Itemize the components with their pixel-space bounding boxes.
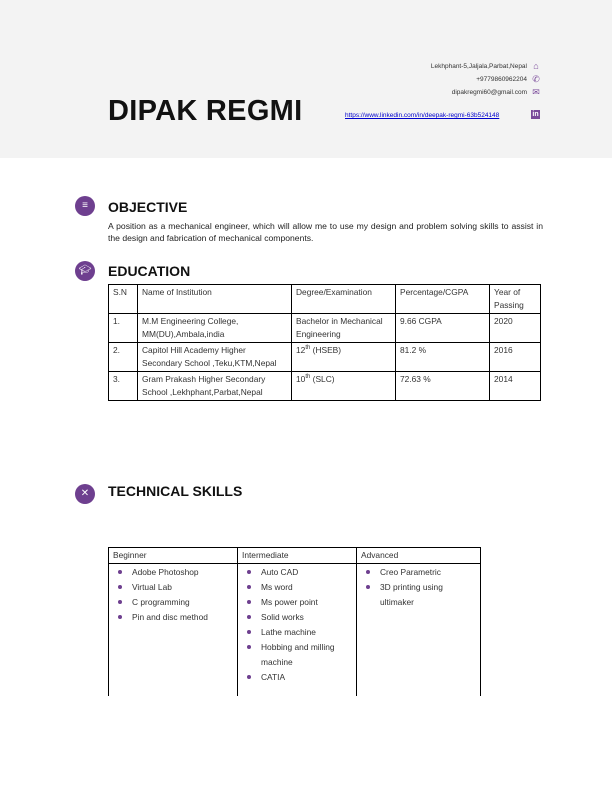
header-cell: Degree/Examination <box>292 285 396 314</box>
phone-icon: ✆ <box>532 74 540 84</box>
table-header-row <box>109 285 541 314</box>
intermediate-cell <box>238 564 357 696</box>
objective-title: OBJECTIVE <box>108 199 188 215</box>
skill-list <box>361 565 476 610</box>
institution-cell: Gram Prakash Higher Secondary School ,Lekhphant,Parbat,Nepal <box>138 372 292 401</box>
candidate-name: DIPAK REGMI <box>108 95 303 127</box>
institution-cell: Capitol Hill Academy Higher Secondary School ,Teku,KTM,Nepal <box>138 343 292 372</box>
table-row <box>109 343 541 372</box>
year-cell: 2016 <box>490 343 541 372</box>
year-cell: 2020 <box>490 314 541 343</box>
objective-text: A position as a mechanical engineer, which will allow me to use my design and problem solving skills to assist in the design and fabrication of mechanical components. <box>108 221 543 243</box>
advanced-cell <box>357 564 481 696</box>
skill-item: Virtual Lab <box>132 580 233 595</box>
degree-cell: 12th (HSEB) <box>292 343 396 372</box>
skill-item: Ms power point <box>261 595 352 610</box>
year-cell: 2014 <box>490 372 541 401</box>
skill-item: Lathe machine <box>261 625 352 640</box>
skill-item: Ms word <box>261 580 352 595</box>
skill-list <box>242 565 352 685</box>
header-cell: Advanced <box>357 548 481 564</box>
skill-item: Adobe Photoshop <box>132 565 233 580</box>
header-cell: Name of Institution <box>138 285 292 314</box>
sn-cell: 1. <box>109 314 138 343</box>
skill-item: C programming <box>132 595 233 610</box>
linkedin-icon: in <box>532 111 539 118</box>
skill-item: 3D printing using ultimaker <box>380 580 476 610</box>
graduation-cap-icon: 🎓︎ <box>75 261 95 281</box>
education-title: EDUCATION <box>108 263 191 279</box>
phone: +9779860962204 <box>476 76 527 83</box>
score-cell: 72.63 % <box>396 372 490 401</box>
institution-cell: M.M Engineering College, MM(DU),Ambala,india <box>138 314 292 343</box>
degree-cell: Bachelor in Mechanical Engineering <box>292 314 396 343</box>
table-row <box>109 314 541 343</box>
table-header-row <box>109 548 481 564</box>
linkedin-link[interactable]: https://www.linkedin.com/in/deepak-regmi-63b524148 <box>345 112 500 119</box>
skills-table <box>108 547 481 696</box>
header-cell: S.N <box>109 285 138 314</box>
header-cell: Year of Passing <box>490 285 541 314</box>
sn-cell: 2. <box>109 343 138 372</box>
table-row <box>109 372 541 401</box>
table-row <box>109 564 481 696</box>
list-icon: ≡ <box>75 196 95 216</box>
mail-icon: ✉ <box>532 87 540 97</box>
skills-title: TECHNICAL SKILLS <box>108 483 243 499</box>
skill-item: Solid works <box>261 610 352 625</box>
education-table <box>108 284 541 401</box>
header-cell: Percentage/CGPA <box>396 285 490 314</box>
skill-item: Auto CAD <box>261 565 352 580</box>
score-cell: 81.2 % <box>396 343 490 372</box>
header-cell: Beginner <box>109 548 238 564</box>
skill-item: CATIA <box>261 670 352 685</box>
skill-item: Hobbing and milling machine <box>261 640 352 670</box>
email: dipakregmi60@gmail.com <box>451 89 527 96</box>
skill-item: Pin and disc method <box>132 610 233 625</box>
address: Lekhphant-5,Jaljala,Parbat,Nepal <box>430 63 527 70</box>
skill-list <box>113 565 233 625</box>
beginner-cell <box>109 564 238 696</box>
degree-cell: 10th (SLC) <box>292 372 396 401</box>
home-icon: ⌂ <box>533 61 539 71</box>
header-cell: Intermediate <box>238 548 357 564</box>
score-cell: 9.66 CGPA <box>396 314 490 343</box>
skill-item: Creo Parametric <box>380 565 476 580</box>
sn-cell: 3. <box>109 372 138 401</box>
tools-icon: ✕ <box>75 484 95 504</box>
